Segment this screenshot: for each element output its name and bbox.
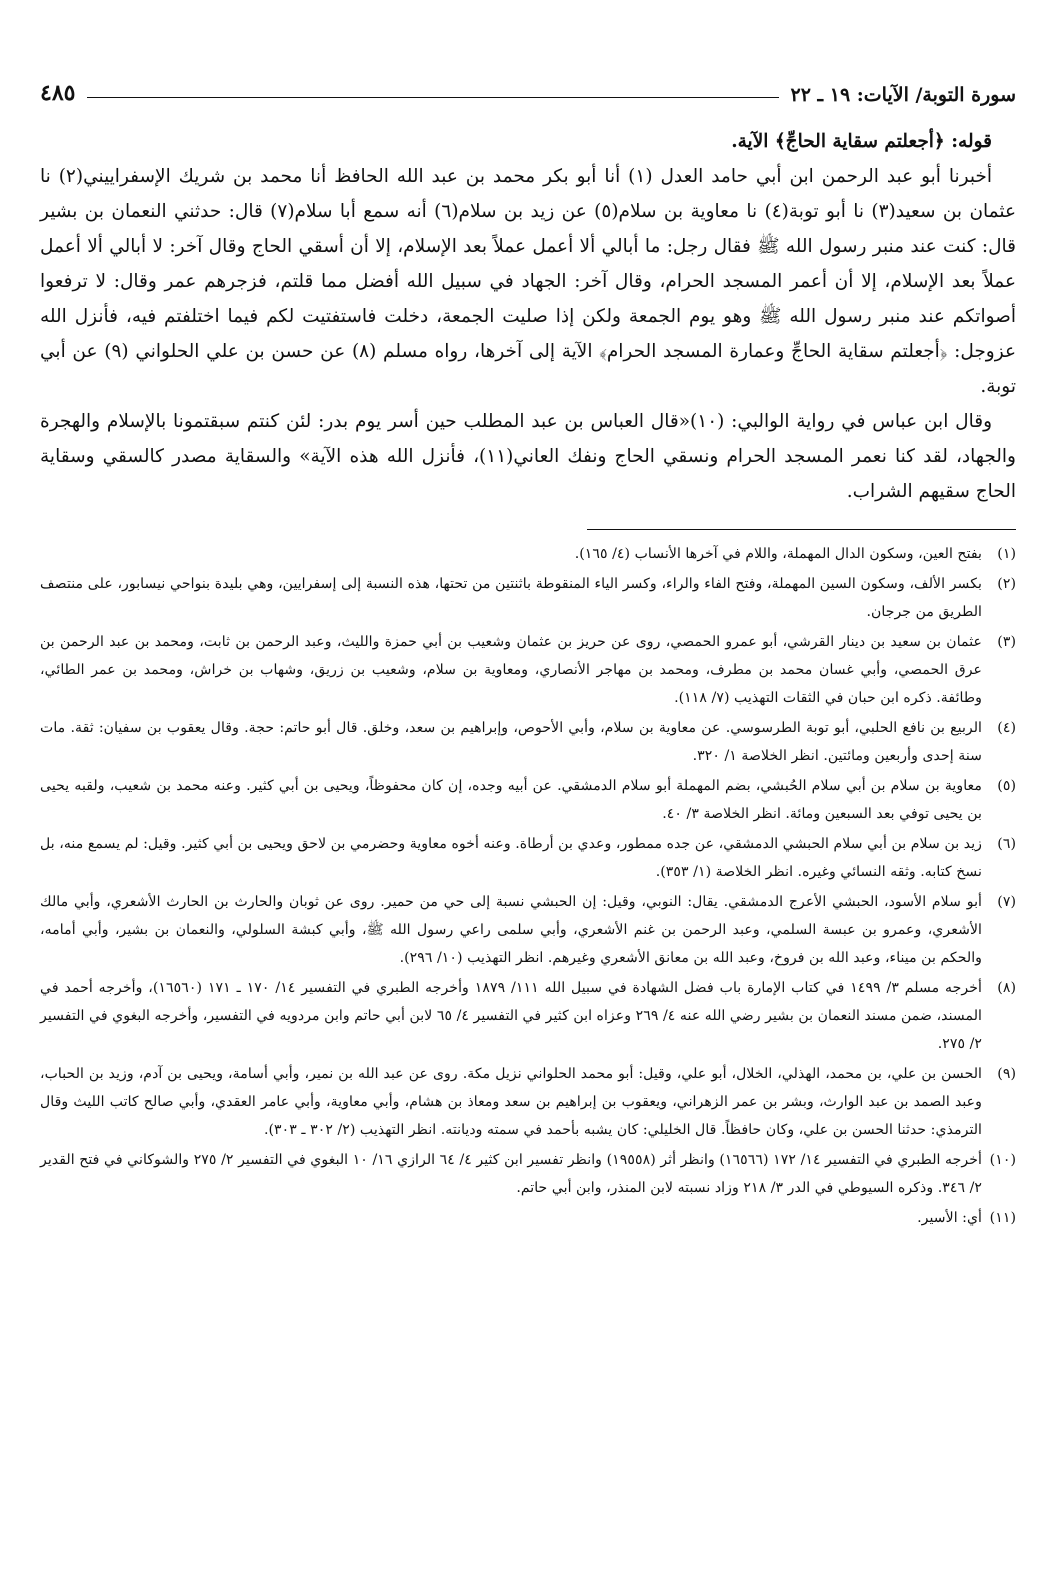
footnote-text: بكسر الألف، وسكون السين المهملة، وفتح الفاء والراء، وكسر الياء المنقوطة باثنتين من تحتها، هذه النسبة إلى إسفرايين، وهي بليدة بنواحي نيسابور، على منتصف الطريق من جرجان. bbox=[40, 576, 982, 620]
footnote-number: (٤) bbox=[997, 720, 1016, 736]
footnote-number: (٣) bbox=[997, 634, 1016, 650]
footnote bbox=[40, 1060, 1016, 1144]
footnote-text: أي: الأسير. bbox=[917, 1210, 982, 1226]
footnote-number: (٦) bbox=[997, 836, 1016, 852]
footnote bbox=[40, 570, 1016, 626]
footnote bbox=[40, 772, 1016, 828]
footnote-text: عثمان بن سعيد بن دينار القرشي، أبو عمرو الحمصي، روى عن حريز بن عثمان وشعيب بن أبي حمزة والليث، وعبد الرحمن بن ثابت، ومحمد بن عبد الرحمن بن عرق الحمصي، وأبي غسان محمد بن مطرف، ومحمد بن مهاجر الأنصاري، ومعاوية بن سلام، وشعيب بن زريق، وشهاب بن خراش، ومحمد بن عمر الطائي، وطائفة. ذكره ابن حبان في الثقات التهذيب (٧/ ١١٨). bbox=[40, 634, 982, 706]
footnote-text: معاوية بن سلام بن أبي سلام الحُبشي، بضم المهملة أبو سلام الدمشقي. عن أبيه وجده، إن كان محفوظاً، ويحيى بن أبي كثير. وعنه محمد بن شعيب، ولقبه يحيى بن يحيى توفي بعد السبعين ومائة. انظر الخلاصة ٣/ ٤٠. bbox=[40, 778, 982, 822]
surah-title: سورة التوبة/ الآيات: ١٩ ـ ٢٢ bbox=[790, 84, 1016, 106]
footnote-text: بفتح العين، وسكون الدال المهملة، واللام في آخرها الأنساب (٤/ ١٦٥). bbox=[574, 546, 982, 562]
footnote-number: (١١) bbox=[989, 1210, 1016, 1226]
footnote-number: (٨) bbox=[997, 980, 1016, 996]
footnote-number: (٩) bbox=[997, 1066, 1016, 1082]
running-header bbox=[40, 70, 1016, 106]
header-rule bbox=[87, 97, 778, 98]
footnote-text: زيد بن سلام بن أبي سلام الحبشي الدمشقي، عن جده ممطور، وعدي بن أرطاة. وعنه أخوه معاوية وحضرمي بن لاحق ويحيى بن أبي كثير. وقيل: لم يسمع منه، بل نسخ كتابه. وثقه النسائي وغيره. انظر الخلاصة (١/ ٣٥٣). bbox=[40, 836, 982, 880]
footnote bbox=[40, 1204, 1016, 1232]
footnote-number: (٢) bbox=[997, 576, 1016, 592]
footnote-number: (٥) bbox=[997, 778, 1016, 794]
footnote bbox=[40, 888, 1016, 972]
verse-heading: قوله: ﴿أجعلتم سقاية الحاجِّ﴾ الآية. bbox=[731, 131, 992, 152]
footnote-text: أخرجه الطبري في التفسير ١٤/ ١٧٢ (١٦٥٦٦) وانظر أثر (١٩٥٥٨) وانظر تفسير ابن كثير ٤/ ٦٤ الرازي ١٦/ ١٠ البغوي في التفسير ٢/ ٢٧٥ والشوكاني في فتح القدير ٢/ ٣٤٦. وذكره السيوطي في الدر ٣/ ٢١٨ وزاد نسبته لابن المنذر، وابن أبي حاتم. bbox=[40, 1152, 982, 1196]
footnote-separator bbox=[587, 529, 1016, 530]
footnote bbox=[40, 974, 1016, 1058]
footnote bbox=[40, 540, 1016, 568]
footnote bbox=[40, 1146, 1016, 1202]
ibn-abbas-paragraph: وقال ابن عباس في رواية الوالبي: (١٠)«قال العباس بن عبد المطلب حين أسر يوم بدر: لئن كنتم سبقتمونا بالإسلام والهجرة والجهاد، لقد كنا نعمر المسجد الحرام ونسقي الحاج ونفك العاني(١١)، فأنزل الله هذه الآية» والسقاية مصدر كالسقي وسقاية الحاج سقيهم الشراب. bbox=[40, 411, 1016, 502]
footnote-number: (١) bbox=[997, 546, 1016, 562]
book-page bbox=[40, 70, 1016, 1563]
footnote-text: الربيع بن نافع الحلبي، أبو توبة الطرسوسي. عن معاوية بن سلام، وأبي الأحوص، وإبراهيم بن سعد، وخلق. قال أبو حاتم: حجة. وقال يعقوب بن سفيان: ثقة. مات سنة إحدى وأربعين ومائتين. انظر الخلاصة ١/ ٣٢٠. bbox=[40, 720, 982, 764]
main-text bbox=[40, 124, 1016, 509]
footnote-text: الحسن بن علي، بن محمد، الهذلي، الخلال، أبو علي، وقيل: أبو محمد الحلواني نزيل مكة. روى عن عبد الله بن نمير، وأبي أسامة، ويحيى بن آدم، وزيد بن الحباب، وعبد الصمد بن عبد الوارث، وبشر بن عمر الزهراني، ويعقوب بن إبراهيم بن سعد ومعاذ بن هشام، وأبي معاوية، وأبي عامر العقدي، وأبي صالح كاتب الليث وقال الترمذي: حدثنا الحسن بن علي، وكان حافظاً. قال الخليلي: كان يشبه بأحمد في سمته وديانته. انظر التهذيب (٢/ ٣٠٢ ـ ٣٠٣). bbox=[40, 1066, 982, 1138]
footnote bbox=[40, 628, 1016, 712]
page-number: ٤٨٥ bbox=[40, 80, 76, 106]
footnote bbox=[40, 830, 1016, 886]
footnote-number: (٧) bbox=[997, 894, 1016, 910]
footnotes bbox=[40, 540, 1016, 1232]
hadith-paragraph: أخبرنا أبو عبد الرحمن ابن أبي حامد العدل (١) أنا أبو بكر محمد بن عبد الله الحافظ أنا محمد بن شريك الإسفراييني(٢) نا عثمان بن سعيد(٣) نا أبو توبة(٤) نا معاوية بن سلام(٥) عن زيد بن سلام(٦) أنه سمع أبا سلام(٧) قال: حدثني النعمان بن بشير قال: كنت عند منبر رسول الله ﷺ فقال رجل: ما أبالي ألا أعمل عملاً بعد الإسلام، إلا أن أسقي الحاج وقال آخر: لا أبالي ألا أعمل عملاً بعد الإسلام، إلا أن أعمر المسجد الحرام، وقال آخر: الجهاد في سبيل الله أفضل مما قلتم، فزجرهم عمر وقال: لا ترفعوا أصواتكم عند منبر رسول الله ﷺ وهو يوم الجمعة ولكن إذا صليت الجمعة، دخلت فاستفتيت لكم فيما اختلفتم فيه، فأنزل الله عزوجل: ﴿أجعلتم سقاية الحاجِّ وعمارة المسجد الحرام﴾ الآية إلى آخرها، رواه مسلم (٨) عن حسن بن علي الحلواني (٩) عن أبي توبة. bbox=[40, 166, 1016, 397]
footnote bbox=[40, 714, 1016, 770]
footnote-text: أبو سلام الأسود، الحبشي الأعرج الدمشقي. يقال: النوبي، وقيل: إن الحبشي نسبة إلى حي من حمير. روى عن ثوبان والحارث بن الحارث الأشعري، وأبي مالك الأشعري، وعمرو بن عبسة السلمي، وعبد الرحمن بن غنم الأشعري، وأبي سلمى راعي رسول الله ﷺ، وأبي كبشة السلولي، والنعمان بن بشير، وأبي أمامه، والحكم بن ميناء، وعبد الله بن فروخ، وعبد الله بن معانق الأشعري وغيرهم. انظر التهذيب (١٠/ ٢٩٦). bbox=[40, 894, 982, 966]
footnote-text: أخرجه مسلم ٣/ ١٤٩٩ في كتاب الإمارة باب فضل الشهادة في سبيل الله ١١١/ ١٨٧٩ وأخرجه الطبري في التفسير ١٤/ ١٧٠ ـ ١٧١ (١٦٥٦٠)، وأخرجه أحمد في المسند، ضمن مسند النعمان بن بشير رضي الله عنه ٤/ ٢٦٩ وعزاه ابن كثير في التفسير ٤/ ٦٥ لابن أبي حاتم وابن مردويه في التفسير، وأخرجه البغوي في التفسير ٢/ ٢٧٥. bbox=[40, 980, 982, 1052]
footnote-number: (١٠) bbox=[989, 1152, 1016, 1168]
